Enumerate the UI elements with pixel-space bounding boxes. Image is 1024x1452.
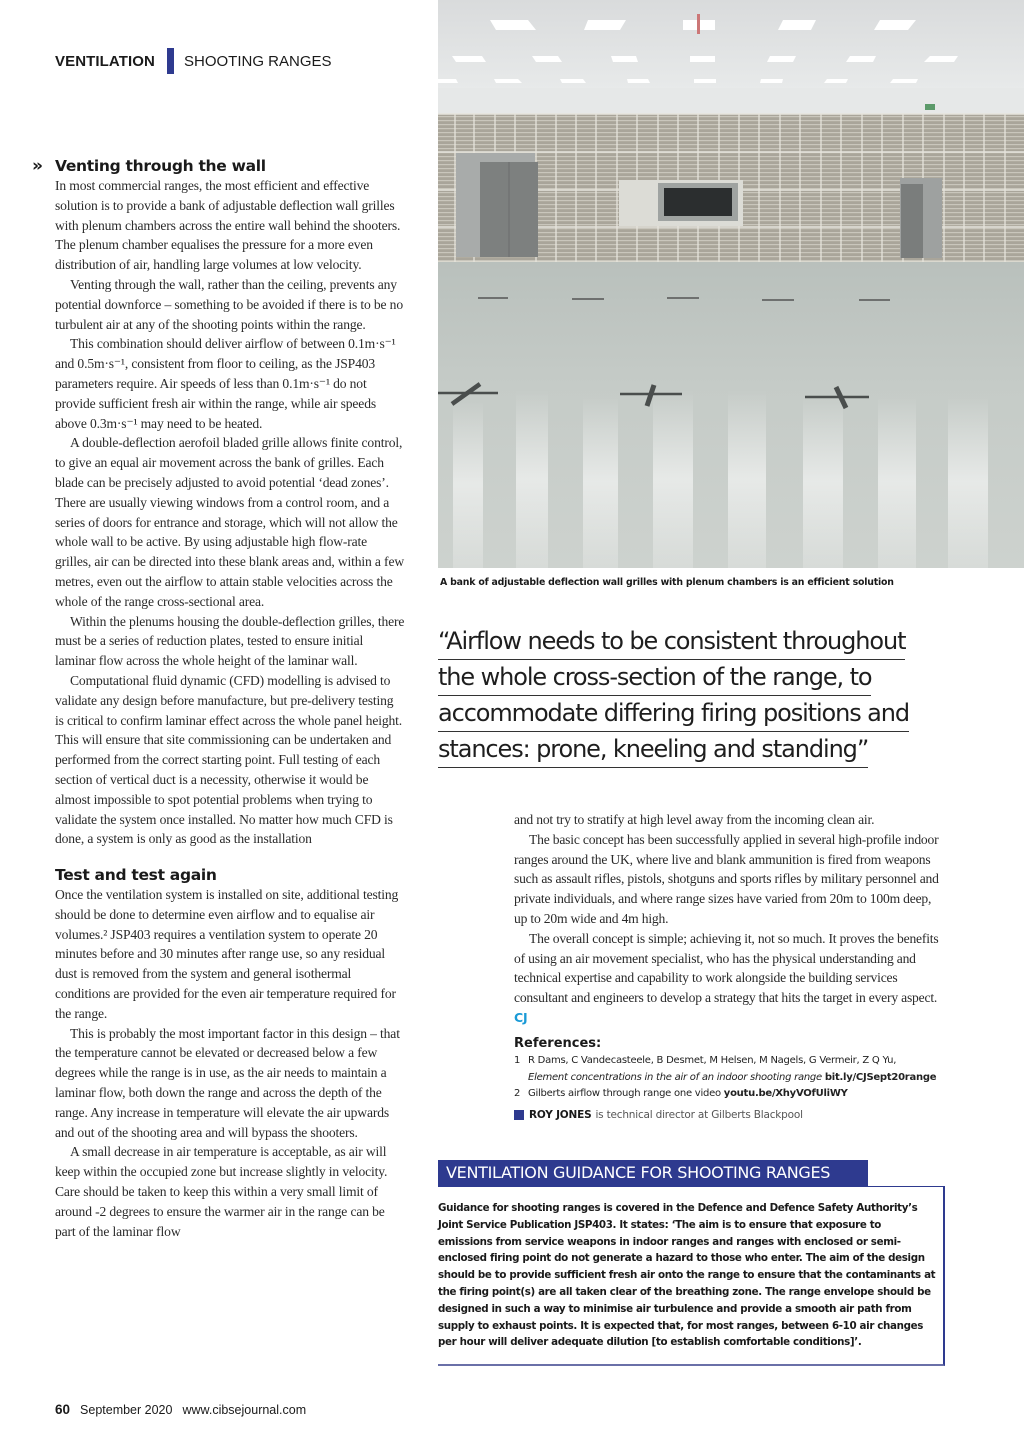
- pull-quote-line: stances: prone, kneeling and standing”: [438, 732, 868, 768]
- double-chevron-right-icon: »: [32, 156, 43, 176]
- pull-quote-line: the whole cross-section of the range, to: [438, 660, 871, 696]
- paragraph: Computational fluid dynamic (CFD) modelling is advised to validate any design before manufacture, but pre-delivery testing is critical to confirm laminar effect across the whole panel height. This will ensure that site commissioning can be undertaken and performed from the correct starting point. Full testing of each section of vertical duct is a necessity, otherwise it would be almost impossible to spot potential problems when trying to validate the system once installed. No matter how much CFD is done, a system is only as good as the installation: [55, 672, 403, 847]
- paragraph: A double-deflection aerofoil bladed grille allows finite control, to give an equal air movement across the bank of grilles. Each blade can be precisely adjusted to avoid potential ‘dead zones’. There are usually viewing windows from a control room, and a series of doors for entrance and storage, which will not allow the whole wall to be active. By using adjustable high flow-rate grilles, air can be directed into these blank areas and, within a few metres, even out the airflow to attain stable velocities across the whole of the range cross-sectional area.: [55, 435, 404, 609]
- pull-quote-line: “Airflow needs to be consistent throughout: [438, 624, 905, 660]
- guidance-box-text: Guidance for shooting ranges is covered in the Defence and Defence Safety Authority’s Joint Service Publication JSP403. It states: ‘The aim is to ensure that exposure to emissions from service weapons in indoor ranges and ranges with enclosed or semi-enclosed firing point do not generate a hazard to those who enter. The aim of the design should be to provide sufficient fresh air onto the range to ensure that the contaminants at the firing point(s) are all taken clear of the breathing zone. The range envelope should be designed in such a way to minimise air turbulence and provide a smooth air path from supply to exhaust points. It is expected that, for most ranges, between 6-10 air changes per hour will deliver adequate dilution [to establish comfortable conditions]’.: [438, 1202, 936, 1349]
- references: [514, 1035, 944, 1121]
- paragraph: Venting through the wall, rather than the ceiling, prevents any potential downforce – something to be avoided if there is to be no turbulent air at any of the shooting points within the range.: [55, 276, 403, 332]
- paragraph: A small decrease in air temperature is acceptable, as air will keep within the occupied zone but increase slightly in velocity. Care should be taken to keep this within a very small limit of around -2 degrees to ensure the warmer air in the range can be part of the laminar flow: [55, 1144, 388, 1239]
- section-divider-bar: [167, 48, 174, 74]
- pull-quote-line: accommodate differing firing positions and: [438, 696, 909, 732]
- section-label: VENTILATION: [55, 52, 155, 70]
- paragraph: In most commercial ranges, the most efficient and effective solution is to provide a bank of adjustable deflection wall grilles with plenum chambers across the entire wall behind the shooters. The plenum chamber equalises the pressure for a more even distribution of air, handling large volumes at low velocity.: [55, 178, 401, 273]
- paragraph: Once the ventilation system is installed on site, additional testing should be done to determine even airflow and to equalise air volumes.² JSP403 requires a ventilation system to operate 20 minutes before and 30 minutes after range use, so any residual dust is removed from the system and general isothermal conditions are provided for the even air temperature required for the range.: [55, 887, 399, 1021]
- website-link[interactable]: www.cibsejournal.com: [182, 1403, 307, 1417]
- page-footer: [55, 1402, 306, 1417]
- paragraph: [514, 929, 946, 1028]
- shooting-range-photo: [438, 0, 1024, 568]
- end-mark: CJ: [514, 1009, 528, 1025]
- reference-link[interactable]: youtu.be/XhyVOfUliWY: [723, 1088, 848, 1099]
- subheading-test: Test and test again: [55, 866, 217, 885]
- paragraph: This is probably the most important factor in this design – that the temperature cannot be elevated or decreased below a few degrees while the range is in use, as the air needs to maintain a laminar flow, both down the range and across the depth of the range. Any increase in temperature will elevate the air upwards and out of the shooting area and will bypass the shooters.: [55, 1025, 400, 1140]
- right-column: [514, 810, 946, 1028]
- body-section-test: [55, 885, 405, 1241]
- paragraph-text: The overall concept is simple; achieving it, not so much. It proves the benefits of using an air movement specialist, who has the physical understanding and technical expertise and capability to work alongside the building services consultant and engineers to develop a strategy that hits the target in every aspect.: [514, 930, 939, 1006]
- author-square-icon: [514, 1110, 524, 1120]
- reference-title: Element concentrations in the air of an indoor shooting range: [528, 1071, 822, 1083]
- paragraph: This combination should deliver airflow of between 0.1m·s⁻¹ and 0.5m·s⁻¹, consistent from floor to ceiling, as the JSP403 parameters require. Air speeds of less than 0.1m·s⁻¹ do not provide sufficient fresh air within the range, while air speeds above 0.3m·s⁻¹ may need to be heated.: [55, 336, 396, 431]
- references-title: References:: [514, 1036, 602, 1051]
- photo-caption: A bank of adjustable deflection wall grilles with plenum chambers is an efficient solution: [440, 577, 894, 588]
- subsection-label: SHOOTING RANGES: [183, 52, 332, 70]
- subheading-venting: Venting through the wall: [55, 157, 266, 175]
- reference-item: 2 Gilberts airflow through range one video youtu.be/XhyVOfUliWY: [514, 1088, 848, 1099]
- guidance-box-title: VENTILATION GUIDANCE FOR SHOOTING RANGES: [438, 1160, 868, 1186]
- left-column: [32, 156, 405, 1241]
- author-role: is technical director at Gilberts Blackpool: [595, 1108, 803, 1121]
- body-section-venting: [55, 176, 405, 849]
- heading-venting: [32, 156, 405, 176]
- reference-link[interactable]: bit.ly/CJSept20range: [824, 1071, 937, 1083]
- author-name: ROY JONES: [529, 1108, 592, 1121]
- author-bio: [514, 1109, 944, 1121]
- reference-item: 1 R Dams, C Vandecasteele, B Desmet, M Helsen, M Nagels, G Vermeir, Z Q Yu, Element concentrations in the air of an indoor shooting range bit.ly/CJSept20range: [514, 1055, 937, 1083]
- pull-quote: [438, 624, 918, 768]
- guidance-box: [438, 1160, 946, 1366]
- paragraph: The basic concept has been successfully applied in several high-profile indoor ranges around the UK, where live and blank ammunition is fired from weapons such as assault rifles, pistols, shotguns and sports rifles by military personnel and private individuals, and where range sizes have varied from 20m to 100m deep, up to 20m wide and 4m high.: [514, 831, 939, 926]
- paragraph: and not try to stratify at high level away from the incoming clean air.: [514, 812, 875, 827]
- page-number: 60: [55, 1402, 71, 1417]
- issue-date: September 2020: [80, 1403, 173, 1417]
- section-header: [55, 50, 332, 72]
- paragraph: Within the plenums housing the double-deflection grilles, there must be a series of reduction plates, tested to ensure initial laminar flow across the whole height of the laminar wall.: [55, 613, 405, 669]
